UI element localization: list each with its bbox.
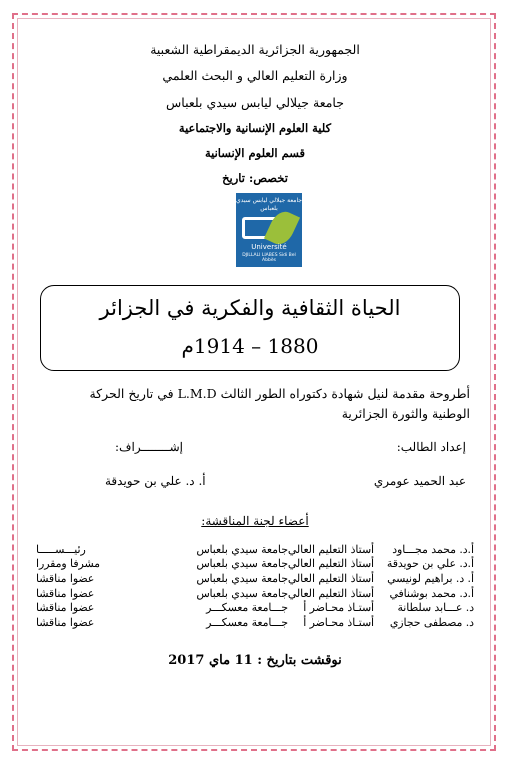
member-role: عضوا مناقشا bbox=[36, 615, 95, 629]
supervisor-name: أ. د. علي بن حويدقة bbox=[105, 474, 206, 488]
member-institution: جامعة سيدي بلعباس bbox=[196, 542, 288, 556]
university-logo bbox=[236, 193, 302, 267]
member-rank: أستاذ التعليم العالي bbox=[287, 586, 374, 600]
student-name: عبد الحميد عومري bbox=[373, 474, 466, 488]
member-name: د. مصطفى حجازي bbox=[389, 615, 474, 629]
member-rank: أستاذ التعليم العالي bbox=[287, 571, 374, 585]
table-row bbox=[36, 557, 474, 572]
member-role: رئيـــســـــا bbox=[36, 542, 86, 556]
logo-name: Université bbox=[251, 243, 287, 251]
faculty-line: كلية العلوم الإنسانية والاجتماعية bbox=[178, 121, 332, 135]
member-institution: جـــامعة معسكـــر bbox=[206, 615, 288, 629]
member-rank: أستاذ التعليم العالي bbox=[287, 557, 374, 571]
member-role: عضوا مناقشا bbox=[36, 571, 95, 585]
member-name: أ.د. محمد بوشنافي bbox=[389, 586, 474, 600]
thesis-title: الحياة الثقافية والفكرية في الجزائر bbox=[99, 296, 401, 320]
logo-sub: DJILLALI LIABES Sidi Bel Abbès bbox=[242, 253, 296, 263]
committee-table bbox=[36, 542, 474, 630]
republic-line: الجمهورية الجزائرية الديمقراطية الشعبية bbox=[150, 42, 360, 57]
member-rank: أستـاذ محـاضر أ bbox=[303, 615, 374, 629]
department-line: قسم العلوم الإنسانية bbox=[204, 146, 306, 160]
table-row bbox=[36, 542, 474, 557]
university-line: جامعة جيلالي ليابس سيدي بلعباس bbox=[166, 95, 344, 110]
member-name: أ.د. علي بن حويدقة bbox=[386, 557, 474, 571]
prepared-by-label: إعداد الطالب: bbox=[396, 440, 466, 454]
defense-date: نوقشت بتاريخ : 11 ماي 2017 bbox=[168, 653, 342, 668]
table-row bbox=[36, 571, 474, 586]
supervision-label: إشــــــــراف: bbox=[115, 440, 183, 454]
member-name: أ. د. براهيم لونيسي bbox=[387, 571, 474, 585]
specialty-line: تخصص: تاريخ bbox=[222, 171, 288, 185]
committee-title: أعضاء لجنة المناقشة: bbox=[201, 514, 309, 528]
member-institution: جامعة سيدي بلعباس bbox=[196, 557, 288, 571]
member-institution: جـــامعة معسكـــر bbox=[206, 601, 288, 615]
thesis-description-line1: أطروحة مقدمة لنيل شهادة دكتوراه الطور الثالث L.M.D في تاريخ الحركة bbox=[89, 386, 470, 401]
thesis-title-box bbox=[40, 285, 460, 371]
table-row bbox=[36, 600, 474, 615]
member-role: عضوا مناقشا bbox=[36, 601, 95, 615]
member-institution: جامعة سيدي بلعباس bbox=[196, 571, 288, 585]
table-row bbox=[36, 586, 474, 601]
member-rank: أستاذ التعليم العالي bbox=[287, 542, 374, 556]
logo-arabic-text: جامعة جيلالي ليابس سيدي بلعباس bbox=[236, 197, 302, 212]
thesis-period: 1880 – 1914م bbox=[181, 334, 319, 358]
member-institution: جامعة سيدي بلعباس bbox=[196, 586, 288, 600]
member-name: د. عـــابد سلطانة bbox=[397, 601, 474, 615]
member-rank: أستـاذ محـاضر أ bbox=[303, 601, 374, 615]
thesis-description-line2: الوطنية والثورة الجزائرية bbox=[341, 406, 470, 421]
member-role: عضوا مناقشا bbox=[36, 586, 95, 600]
member-role: مشرفا ومقررا bbox=[36, 557, 100, 571]
member-name: أ.د. محمد مجـــاود bbox=[392, 542, 474, 556]
ministry-line: وزارة التعليم العالي و البحث العلمي bbox=[162, 68, 348, 83]
table-row bbox=[36, 615, 474, 630]
